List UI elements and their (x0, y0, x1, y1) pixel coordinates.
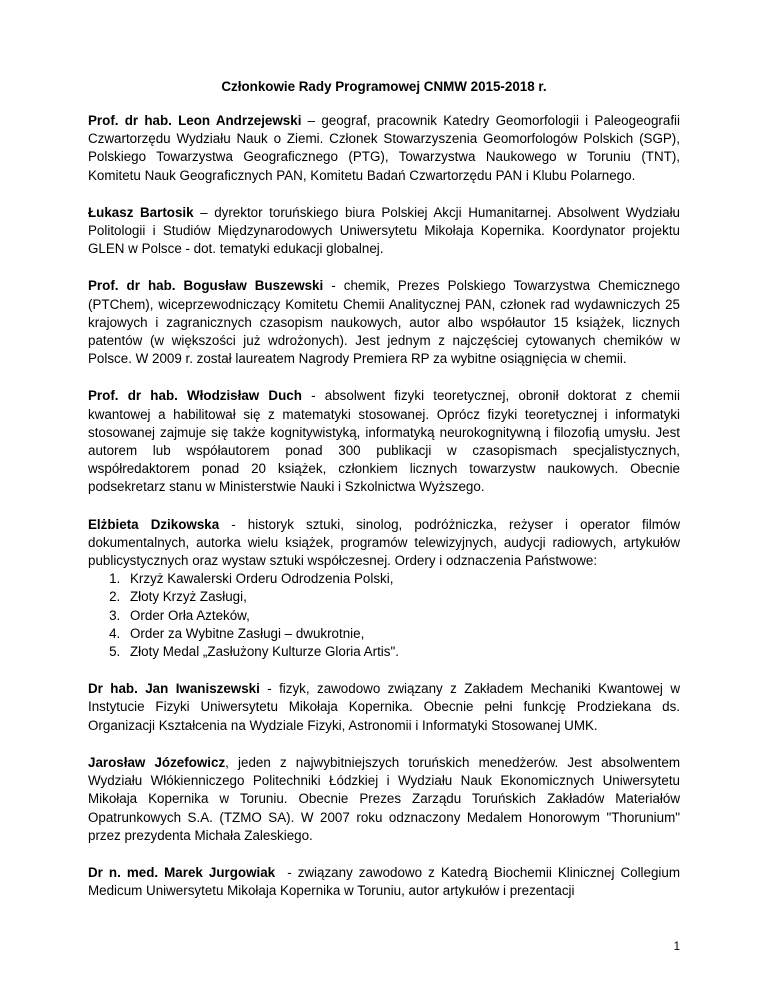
member-name: Jarosław Józefowicz (88, 754, 226, 770)
page-title: Członkowie Rady Programowej CNMW 2015-2018 r. (221, 79, 547, 94)
member-entry (88, 277, 680, 368)
member-entry (88, 864, 684, 900)
member-description: - absolwent fizyki teoretycznej, obronił doktorat z chemii kwantowej a habilitował się z matematyki stosowanej. Oprócz fizyki teoretycznej i informatyki stosowanej zajmuje się także kognitywistyką, informatyką neurokognitywną i filozofią umysłu. Jest autorem lub współautorem ponad 300 publikacji w czasopismach specjalistycznych, współredaktorem ponad 20 książek, członkiem licznych towarzystw naukowych. Obecnie podsekretarz stanu w Ministerstwie Nauki i Szkolnictwa Wyższego. (88, 388, 680, 495)
member-name: Prof. dr hab. Bogusław Buszewski (88, 278, 324, 294)
member-name: Dr hab. Jan Iwaniszewski (88, 681, 260, 697)
member-description: - fizyk, zawodowo związany z Zakładem Mechaniki Kwantowej w Instytucie Fizyki Uniwersytetu Mikołaja Kopernika. Obecnie pełni funkcję Prodziekana ds. Organizacji Kształcenia na Wydziale Fizyki, Astronomii i Informatyki Stosowanej UMK. (88, 681, 680, 733)
award-item: 2. Złoty Krzyż Zasługi, (124, 588, 680, 606)
member-name: Łukasz Bartosik (88, 204, 194, 220)
award-item: 1. Krzyż Kawalerski Orderu Odrodzenia Polski, (124, 570, 680, 588)
page-number: 1 (673, 941, 680, 953)
member-description: - związany zawodowo z Katedrą Biochemii Klinicznej Collegium Medicum Uniwersytetu Mikołaja Kopernika w Toruniu, autor artykułów i prezentacji (88, 864, 684, 899)
award-item: 3. Order Orła Azteków, (124, 607, 680, 625)
member-entry (88, 112, 680, 185)
member-name: Elżbieta Dzikowska (88, 516, 220, 532)
member-description: – geograf, pracownik Katedry Geomorfologii i Paleogeografii Czwartorzędu Wydziału Nauk o Ziemi. Członek Stowarzyszenia Geomorfologów Polskich (SGP), Polskiego Towarzystwa Geograficznego (PTG), Towarzystwa Naukowego w Toruniu (TNT), Komitetu Nauk Geograficznych PAN, Komitetu Badań Czwartorzędu PAN i Klubu Polarnego. (88, 113, 680, 183)
member-description: , jeden z najwybitniejszych toruńskich menedżerów. Jest absolwentem Wydziału Włókienniczego Politechniki Łódzkiej i Wydziału Nauk Ekonomicznych Uniwersytetu Mikołaja Kopernika w Toruniu. Obecnie Prezes Zarządu Toruńskich Zakładów Materiałów Opatrunkowych S.A. (TZMO SA). W 2007 roku odznaczony Medalem Honorowym "Thorunium" przez prezydenta Michała Zaleskiego. (88, 754, 680, 843)
member-entry (88, 754, 680, 845)
member-name: Prof. dr hab. Leon Andrzejewski (88, 113, 302, 128)
member-entry (88, 516, 680, 662)
member-description: - chemik, Prezes Polskiego Towarzystwa Chemicznego (PTChem), wiceprzewodniczący Komitetu Chemii Analitycznej PAN, członek rad wydawniczych 25 krajowych i zagranicznych czasopism naukowych, autor albo współautor 15 książek, licznych patentów (w większości już wdrożonych). Jest jednym z najczęściej cytowanych chemików w Polsce. W 2009 r. został laureatem Nagrody Premiera RP za wybitne osiągnięcia w chemii. (88, 278, 680, 367)
member-description: - historyk sztuki, sinolog, podróżniczka, reżyser i operator filmów dokumentalnych, autorka wielu książek, programów telewizyjnych, audycji radiowych, artykułów publicystycznych oraz wystaw sztuki współczesnej. Ordery i odznaczenia Państwowe: (88, 516, 680, 569)
award-item: 5. Złoty Medal „Zasłużony Kulturze Gloria Artis". (124, 643, 680, 661)
awards-list (88, 570, 680, 661)
member-entry (88, 204, 680, 259)
member-description: – dyrektor toruńskiego biura Polskiej Akcji Humanitarnej. Absolwent Wydziału Politologii i Studiów Międzynarodowych Uniwersytetu Mikołaja Kopernika. Koordynator projektu GLEN w Polsce - dot. tematyki edukacji globalnej. (88, 204, 680, 257)
member-entry (88, 387, 680, 496)
member-name: Dr n. med. Marek Jurgowiak (88, 864, 276, 880)
award-item: 4. Order za Wybitne Zasługi – dwukrotnie, (124, 625, 680, 643)
member-entry (88, 680, 680, 735)
document-page (88, 78, 684, 919)
member-name: Prof. dr hab. Włodzisław Duch (88, 388, 302, 404)
